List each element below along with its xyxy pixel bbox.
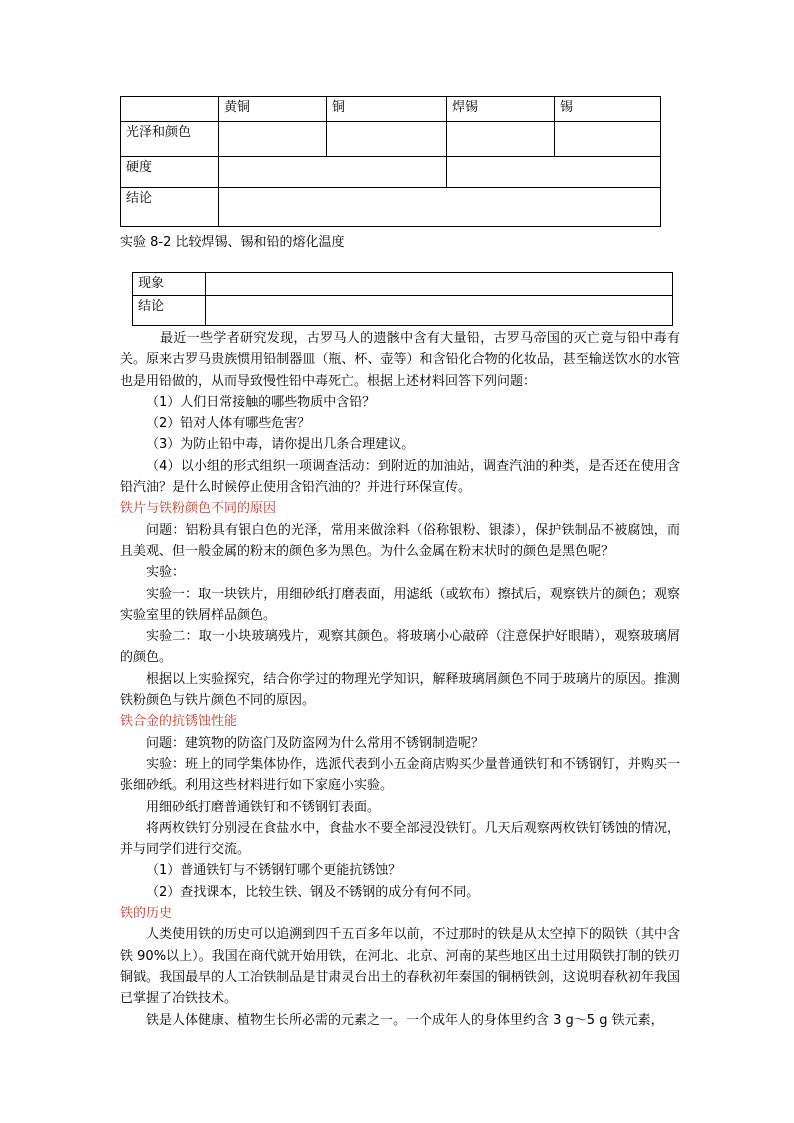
cell-empty: [447, 122, 555, 157]
paragraph: 人类使用铁的历史可以追溯到四千五百多年以前，不过那时的铁是从太空掉下的陨铁（其中含铁 90%以上）。我国在商代就开始用铁，在河北、北京、河南的某些地区出土过用陨铁打制的铁刃铜钺。我国最早的人工冶铁制品是甘肃灵台出土的春秋初年秦国的铜柄铁剑，这说明春秋初年我国已掌握了冶铁技术。: [120, 927, 680, 1007]
row-label-conclusion: 结论: [133, 296, 206, 326]
lead-paragraph: 最近一些学者研究发现，古罗马人的遗骸中含有大量铅，古罗马帝国的灭亡竟与铅中毒有关。原来古罗马贵族惯用铅制器皿（瓶、杯、壶等）和含铅化合物的化妆品，甚至输送饮水的水管也是用铅做的，从而导致慢性铅中毒死亡。根据上述材料回答下列问题：: [120, 331, 680, 389]
paragraph: 问题：铝粉具有银白色的光泽，常用来做涂料（俗称银粉、银漆），保护铁制品不被腐蚀，而且美观、但一般金属的粉末的颜色多为黑色。为什么金属在粉末状时的颜色是黑色呢？: [120, 522, 680, 559]
row-label-hardness: 硬度: [121, 157, 219, 188]
paragraph: 根据以上实验探究，结合你学过的物理光学知识，解释玻璃屑颜色不同于玻璃片的原因。推测铁粉颜色与铁片颜色不同的原因。: [120, 671, 680, 709]
row-label-luster: 光泽和颜色: [121, 122, 219, 157]
cell-empty: [219, 122, 327, 157]
paragraph: 实验一：取一块铁片，用细砂纸打磨表面，用滤纸（或软布）擦拭后，观察铁片的颜色；观察实验室里的铁屑样品颜色。: [120, 586, 680, 623]
experiment-caption: 实验 8-2 比较焊锡、锡和铅的熔化温度: [120, 235, 345, 250]
paragraph: 铁是人体健康、植物生长所必需的元素之一。一个成年人的身体里约含 3 g～5 g 铁元素，: [146, 1012, 664, 1028]
question-item: （2）铅对人体有哪些危害？: [146, 416, 311, 432]
paragraph: 实验：: [146, 565, 186, 581]
cell-empty: [219, 157, 447, 188]
paragraph: 实验：班上的同学集体协作，选派代表到小五金商店购买少量普通铁钉和不锈钢钉，并购买一张细砂纸。利用这些材料进行如下家庭小实验。: [120, 756, 680, 794]
section-heading: 铁合金的抗锈蚀性能: [120, 714, 238, 730]
paragraph: 问题：建筑物的防盗门及防盗网为什么常用不锈钢制造呢？: [146, 735, 485, 751]
section-heading: 铁片与铁粉颜色不同的原因: [120, 501, 277, 517]
cell-empty: [555, 122, 661, 157]
header-copper: 铜: [327, 97, 447, 122]
header-empty-cell: [121, 97, 219, 122]
body-text: [120, 328, 680, 1031]
properties-table: [120, 96, 661, 227]
row-label-phenomenon: 现象: [133, 273, 206, 296]
cell-empty: [447, 157, 661, 188]
section-heading: 铁的历史: [120, 906, 173, 922]
question-item: （4）以小组的形式组织一项调查活动：到附近的加油站，调查汽油的种类，是否还在使用含铅汽油？是什么时候停止使用含铅汽油的？并进行环保宣传。: [120, 458, 680, 496]
observation-table: [132, 272, 673, 326]
header-tin: 锡: [555, 97, 661, 122]
cell-empty: [219, 188, 661, 227]
cell-empty: [206, 296, 673, 326]
row-label-conclusion: 结论: [121, 188, 219, 227]
paragraph: 将两枚铁钉分别浸在食盐水中，食盐水不要全部浸没铁钉。几天后观察两枚铁钉锈蚀的情况，并与同学们进行交流。: [120, 820, 680, 858]
question-item: （3）为防止铅中毒，请你提出几条合理建议。: [146, 437, 415, 453]
question-item: （2）查找课本，比较生铁、钢及不锈钢的成分有何不同。: [146, 884, 480, 900]
question-item: （1）普通铁钉与不锈钢钉哪个更能抗锈蚀？: [146, 863, 402, 879]
header-brass: 黄铜: [219, 97, 327, 122]
header-solder: 焊锡: [447, 97, 555, 122]
question-item: （1）人们日常接触的哪些物质中含铅？: [146, 394, 376, 410]
cell-empty: [206, 273, 673, 296]
paragraph: 实验二：取一小块玻璃残片，观察其颜色。将玻璃小心敲碎（注意保护好眼睛），观察玻璃屑的颜色。: [120, 629, 680, 666]
paragraph: 用细砂纸打磨普通铁钉和不锈钢钉表面。: [146, 799, 381, 815]
cell-empty: [327, 122, 447, 157]
